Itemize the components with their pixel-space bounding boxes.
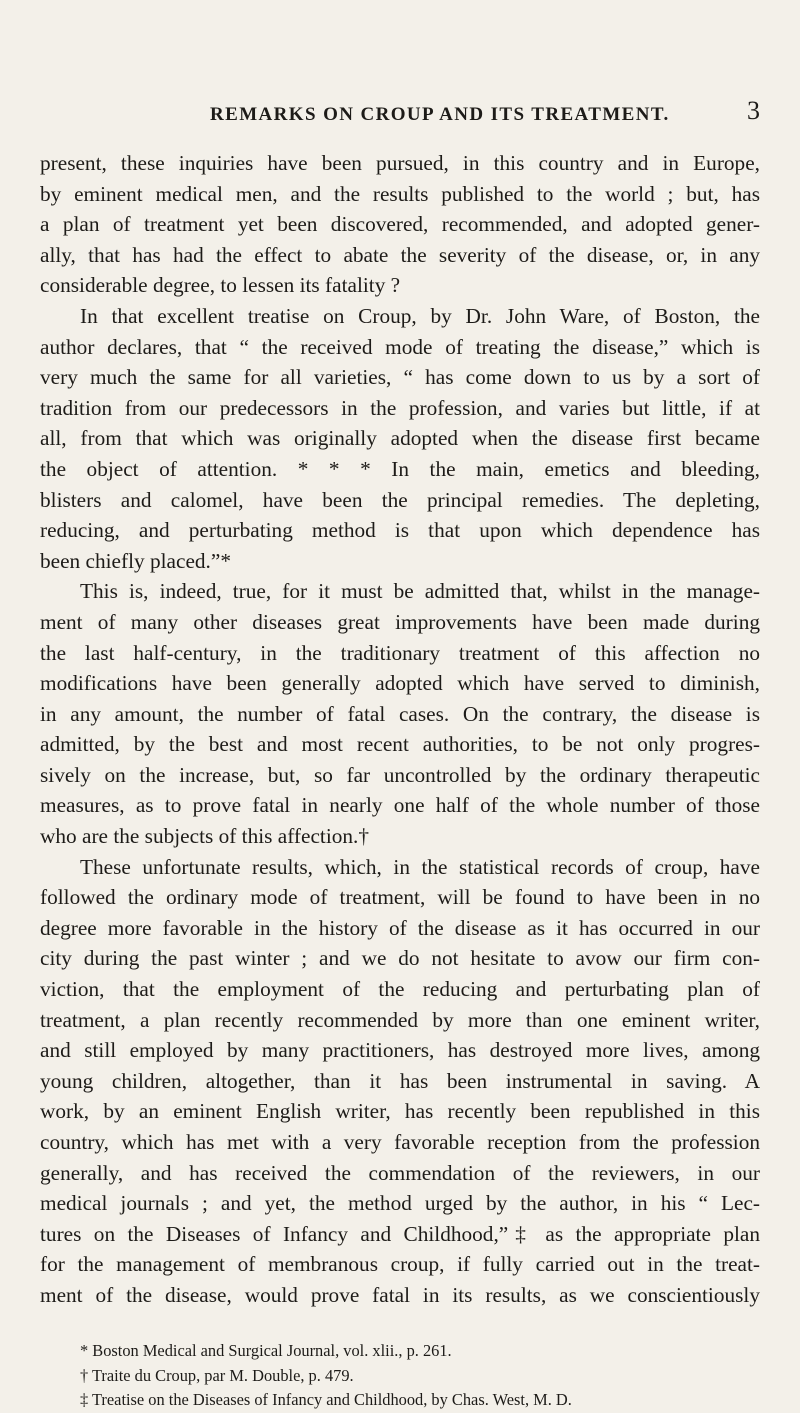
text-line: tures on the Diseases of Infancy and Childhood,”‡ as the appropriate plan [40,1221,760,1246]
text-line: for the management of membranous croup, if fully carried out in the treat- [40,1252,760,1277]
text-line: followed the ordinary mode of treatment, will be found to have been in no [40,885,760,910]
text-line: treatment, a plan recently recommended by more than one eminent writer, [40,1007,760,1032]
text-line: medical journals ; and yet, the method urged by the author, in his “ Lec- [40,1191,760,1216]
text-line: the last half-century, in the traditionary treatment of this affection no [40,640,760,665]
text-line: present, these inquiries have been pursued, in this country and in Europe, [40,151,760,175]
text-line: by eminent medical men, and the results published to the world ; but, has [40,181,760,206]
footnote: † Traite du Croup, par M. Double, p. 479. [80,1365,354,1385]
footnote: ‡ Treatise on the Diseases of Infancy and Childhood, by Chas. West, M. D. [80,1390,572,1410]
text-line: generally, and has received the commendation of the reviewers, in our [40,1160,760,1185]
text-line: ment of many other diseases great improvements have been made during [40,609,760,634]
text-line: city during the past winter ; and we do not hesitate to avow our firm con- [40,946,760,971]
body-text [40,148,760,1311]
text-line: a plan of treatment yet been discovered, recommended, and adopted gener- [40,212,760,237]
text-line: all, from that which was originally adopted when the disease first became [40,426,760,451]
text-line: sively on the increase, but, so far uncontrolled by the ordinary therapeutic [40,762,760,787]
text-line: viction, that the employment of the reducing and perturbating plan of [40,977,760,1002]
text-line: modifications have been generally adopted which have served to diminish, [40,671,760,696]
text-line: the object of attention. * * * In the main, emetics and bleeding, [40,456,760,481]
text-line: admitted, by the best and most recent authorities, to be not only progres- [40,732,760,757]
text-line: country, which has met with a very favorable reception from the profession [40,1130,760,1154]
text-line: These unfortunate results, which, in the statistical records of croup, have [80,854,760,879]
text-line: reducing, and perturbating method is that upon which dependence has [40,518,760,543]
text-line: tradition from our predecessors in the profession, and varies but little, if at [40,395,760,420]
footnotes [40,1339,760,1413]
text-line: ment of the disease, would prove fatal in its results, as we conscientiously [40,1282,760,1307]
text-line: ally, that has had the effect to abate the severity of the disease, or, in any [40,242,760,267]
text-line: very much the same for all varieties, “ has come down to us by a sort of [40,365,760,390]
text-line: considerable degree, to lessen its fatality ? [40,273,401,298]
footnote: * Boston Medical and Surgical Journal, vol. xlii., p. 261. [80,1341,452,1360]
text-line: measures, as to prove fatal in nearly one half of the whole number of those [40,793,760,818]
text-line: blisters and calomel, have been the principal remedies. The depleting, [40,487,760,512]
text-line: author declares, that “ the received mode of treating the disease,” which is [40,334,760,359]
text-line: been chiefly placed.”* [40,548,231,573]
text-line: In that excellent treatise on Croup, by Dr. John Ware, of Boston, the [80,303,760,328]
text-line: who are the subjects of this affection.† [40,824,370,849]
running-head: REMARKS ON CROUP AND ITS TREATMENT. [210,104,670,125]
text-line: in any amount, the number of fatal cases. On the contrary, the disease is [40,701,760,726]
text-line: and still employed by many practitioners, has destroyed more lives, among [40,1038,760,1063]
text-line: young children, altogether, than it has been instrumental in saving. A [40,1068,760,1093]
text-line: work, by an eminent English writer, has recently been republished in this [40,1099,760,1124]
page-number: 3 [747,96,760,125]
text-line: degree more favorable in the history of the disease as it has occurred in our [40,915,760,940]
page-header [40,96,760,134]
text-line: This is, indeed, true, for it must be admitted that, whilst in the manage- [80,579,760,604]
